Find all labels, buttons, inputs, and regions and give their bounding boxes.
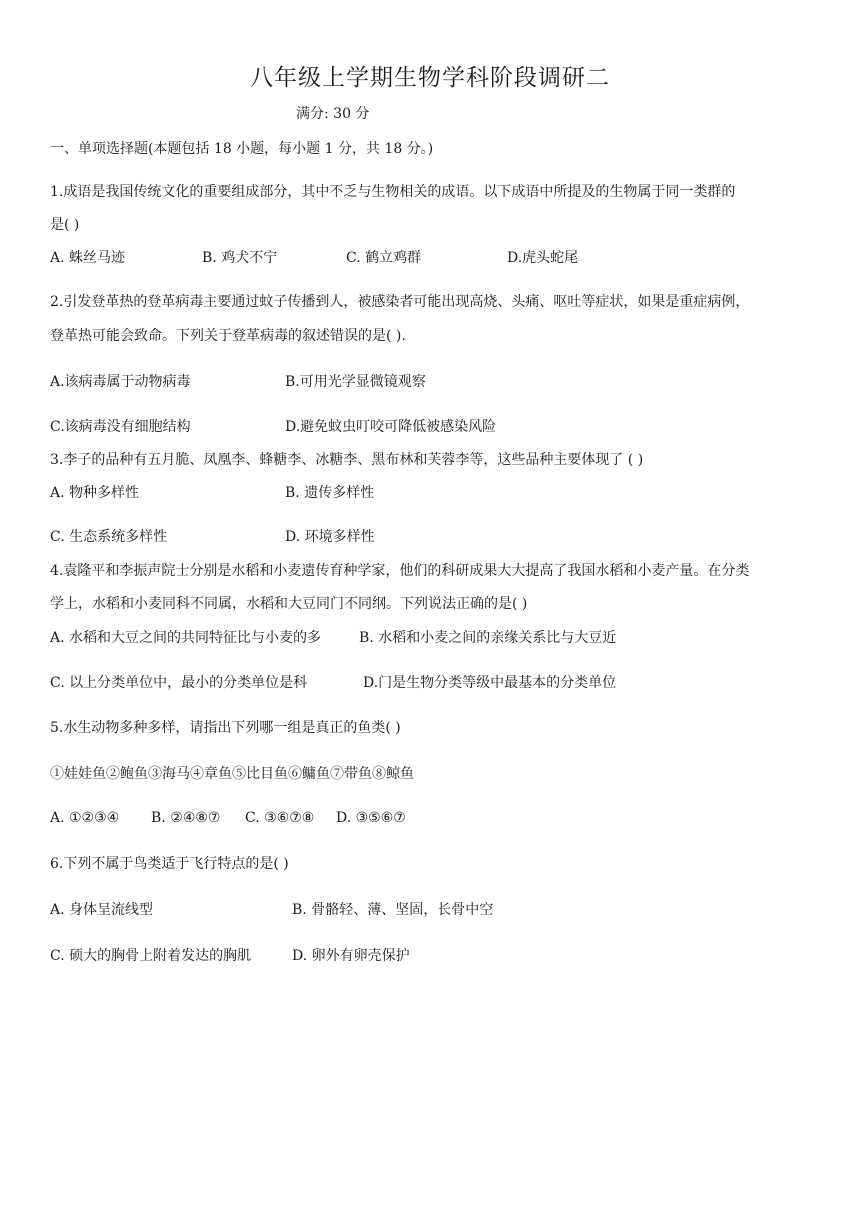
section-heading: 一、单项选择题(本题包括 18 小题，每小题 1 分，共 18 分。) xyxy=(50,141,434,157)
score-line: 满分: 30 分 xyxy=(296,106,370,122)
question-2-option-b: B.可用光学显微镜观察 xyxy=(285,374,426,390)
question-2-stem-line1: 2.引发登革热的登革病毒主要通过蚊子传播到人，被感染者可能出现高烧、头痛、呕吐等症状，如果是重症病例， xyxy=(50,294,750,310)
question-2-stem-line2: 登革热可能会致命。下列关于登革病毒的叙述错误的是( ). xyxy=(50,328,406,344)
question-2-option-c: C.该病毒没有细胞结构 xyxy=(50,419,191,435)
question-1-stem-line2: 是( ) xyxy=(50,217,80,233)
question-4-option-c: C. 以上分类单位中，最小的分类单位是科 xyxy=(50,675,308,691)
question-5-option-b: B. ②④⑧⑦ xyxy=(151,810,221,826)
question-5-option-c: C. ③⑥⑦⑧ xyxy=(245,810,315,826)
page-title: 八年级上学期生物学科阶段调研二 xyxy=(250,65,610,91)
question-6-option-d: D. 卵外有卵壳保护 xyxy=(292,948,410,964)
question-1-option-b: B. 鸡犬不宁 xyxy=(202,250,278,266)
question-5-stem-line2: ①娃娃鱼②鲍鱼③海马④章鱼⑤比目鱼⑥鳙鱼⑦带鱼⑧鲸鱼 xyxy=(50,766,414,782)
question-3-option-c: C. 生态系统多样性 xyxy=(50,529,168,545)
question-4-stem-line2: 学上，水稻和小麦同科不同属，水稻和大豆同门不同纲。下列说法正确的是( ) xyxy=(50,596,528,612)
question-6-option-c: C. 硕大的胸骨上附着发达的胸肌 xyxy=(50,948,252,964)
question-1-option-d: D.虎头蛇尾 xyxy=(507,250,579,266)
question-5-option-a: A. ①②③④ xyxy=(50,810,120,826)
question-6-option-b: B. 骨骼轻、薄、坚固，长骨中空 xyxy=(292,902,494,918)
question-2-option-d: D.避免蚊虫叮咬可降低被感染风险 xyxy=(285,419,497,435)
question-3-stem: 3.李子的品种有五月脆、凤凰李、蜂糖李、冰糖李、黑布林和芙蓉李等，这些品种主要体现了 ( ) xyxy=(50,452,644,468)
question-4-option-d: D.门是生物分类等级中最基本的分类单位 xyxy=(363,675,617,691)
question-3-option-b: B. 遗传多样性 xyxy=(285,485,375,501)
question-5-stem-line1: 5.水生动物多种多样，请指出下列哪一组是真正的鱼类( ) xyxy=(50,720,401,736)
question-4-option-b: B. 水稻和小麦之间的亲缘关系比与大豆近 xyxy=(359,630,617,646)
question-3-option-a: A. 物种多样性 xyxy=(50,485,140,501)
question-6-stem: 6.下列不属于鸟类适于飞行特点的是( ) xyxy=(50,856,289,872)
question-5-option-d: D. ③⑤⑥⑦ xyxy=(336,810,406,826)
question-4-stem-line1: 4.袁隆平和李振声院士分别是水稻和小麦遗传育种学家，他们的科研成果大大提高了我国水稻和小麦产量。在分类 xyxy=(50,563,750,579)
question-1-option-c: C. 鹤立鸡群 xyxy=(346,250,422,266)
question-1-stem-line1: 1.成语是我国传统文化的重要组成部分，其中不乏与生物相关的成语。以下成语中所提及的生物属于同一类群的 xyxy=(50,184,736,200)
question-1-option-a: A. 蛛丝马迹 xyxy=(50,250,126,266)
question-6-option-a: A. 身体呈流线型 xyxy=(50,902,154,918)
question-3-option-d: D. 环境多样性 xyxy=(285,529,375,545)
question-4-option-a: A. 水稻和大豆之间的共同特征比与小麦的多 xyxy=(50,630,322,646)
question-2-option-a: A.该病毒属于动物病毒 xyxy=(50,374,191,390)
